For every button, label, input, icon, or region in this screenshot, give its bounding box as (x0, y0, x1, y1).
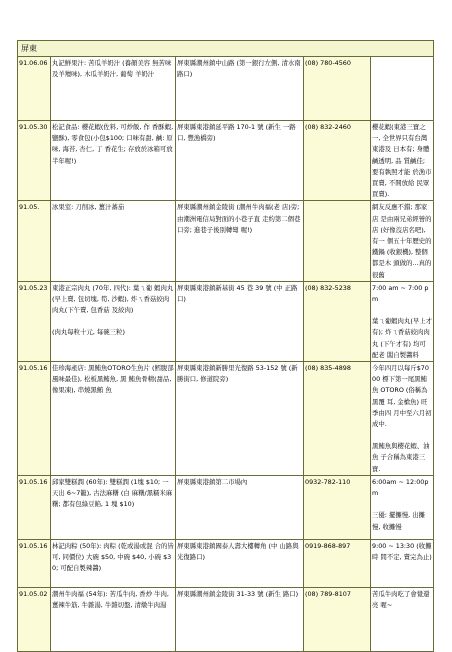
phone-cell: (08) 832-2460 (304, 121, 371, 201)
date-cell: 91.05.16 (18, 539, 51, 587)
date-cell: 91.05.02 (18, 587, 51, 651)
note-cell: 網友反應不錯; 那家店 是由兩兄弟經營的店 (好像沒店名吧), 有一 個五十年歷史的鐵鍋 (收銀機), 整個都是木 頭做的...真的很舊 (371, 201, 434, 281)
address-cell: 屏東縣潮州鎮中山路 (第一銀行左側, 清水南路口) (176, 57, 304, 121)
document-page (17, 40, 434, 652)
name-cell: 冰果室: 刀削冰, 薑汁蕃茄 (51, 201, 176, 281)
address-cell: 屏東縣東港鎮延平路 170-1 號 (新生 一路口, 豐漁橋旁) (176, 121, 304, 201)
date-cell: 91.06.06 (18, 57, 51, 121)
note-cell: 7:00 am ~ 7:00 pm 葉ㄟ葡蝦肉丸(早上才 有); 炸ㄟ香菇絞肉肉丸 (下午才有) 均可配老 闆自製醬料 (371, 281, 434, 361)
note-cell (371, 57, 434, 121)
phone-cell: (08) 780-4560 (304, 57, 371, 121)
date-cell: 91.05.30 (18, 121, 51, 201)
name-cell: 丸記鮮果汁: 苦瓜羊奶汁 (養顏美容 無苦味及羊羶味), 木瓜羊奶汁, 葡萄 羊奶汁 (51, 57, 176, 121)
address-cell: 屏東縣潮州鎮金陵街 31-33 號 (新生 路口) (176, 587, 304, 651)
name-cell-extra: (肉丸每粒十元, 每碗三粒) (52, 328, 125, 337)
table-row (18, 121, 434, 201)
name-cell: 邱家雙糕潤 (60年): 雙糕潤 (1塊 $10; 一天出 6~7籠), 古法麻糬 (白 麻糬/黑糯米麻糬; 都有包綠豆餡, 1 塊 $10) (51, 475, 176, 539)
address-cell: 屏東縣東港鎮新基街 45 巷 39 號 (中 正路口) (176, 281, 304, 361)
date-cell: 91.05.16 (18, 362, 51, 476)
table-row (18, 362, 434, 476)
phone-cell: 0932-782-110 (304, 475, 371, 539)
phone-cell (304, 201, 371, 281)
note-cell: 今年四月以每斤$7000 標下第一尾黑鮪魚 OTORO (俗稱為黑覆 耳, 金槍魚) 旺季由四 月中至六月初成中. 黑鮪魚與櫻花蝦、油魚 子合稱為東港三寶. (371, 362, 434, 476)
name-cell: 東港正宗肉丸 (70年, 四代): 葉ㄟ葡 蝦肉丸(早上賣, 包切塊, 筍, 沙蝦), 炸ㄟ香菇絞肉肉丸(下午賣, 包香菇 及絞肉) (肉丸每粒十元, 每碗三粒) (51, 281, 176, 361)
name-cell: 松記食品: 櫻花蝦(佐料, 可炒飯, 作 香酥蝦, 鹽酥), 零食包(小包$100; 口味有甜, 鹹: 原味, 海苔, 杏仁, 丁 香花生; 存放於冰箱可放半年喔!) (51, 121, 176, 201)
date-cell: 91.05.23 (18, 281, 51, 361)
name-cell: 潮州牛肉福 (54年): 苦瓜牛肉, 香炒 牛肉, 薑辣牛筋, 牛雜湯, 牛雜切盤, 清燉牛肉湯 (51, 587, 176, 651)
shop-table (17, 56, 434, 652)
table-row (18, 57, 434, 121)
address-cell: 屏東縣東港鎮新勝里光復路 53-152 號 (新勝街口, 修道院旁) (176, 362, 304, 476)
note-cell-extra: 三優: 擺攤慢, 出攤慢, 收攤慢 (372, 511, 425, 531)
note-cell: 9:00 ~ 13:30 (收攤時 間不定, 賣完為止) (371, 539, 434, 587)
note-cell-extra: 黑鮪魚與櫻花蝦、油魚 子合稱為東港三寶. (372, 442, 430, 473)
note-cell-extra: 葉ㄟ葡蝦肉丸(早上才 有); 炸ㄟ香菇絞肉肉丸 (下午才有) 均可配老 闆自製醬料 (372, 317, 433, 359)
note-cell: 6:00am ~ 12:00pm 三優: 擺攤慢, 出攤慢, 收攤慢 (371, 475, 434, 539)
date-cell: 91.05. (18, 201, 51, 281)
name-cell: 林記肉粽 (50年): 肉粽 (乾或湯或混 合的皆可, 同價位) 大碗 $50, 中碗 $40, 小碗 $30; 可配自製辣醬) (51, 539, 176, 587)
note-cell: 櫻花蝦(東港三寶之一, 全世界只有台灣東港及 日本有; 身體鹹透明, 品 質鹹佳; 要有執照才能 於漁市買賣, 不開放給 民眾買賣). (371, 121, 434, 201)
table-row (18, 281, 434, 361)
section-title: 屏東 (17, 40, 434, 56)
note-cell: 苦瓜牛肉吃了會覺還亮 喔~ (371, 587, 434, 651)
table-row (18, 539, 434, 587)
date-cell: 91.05.16 (18, 475, 51, 539)
phone-cell: 0919-868-897 (304, 539, 371, 587)
phone-cell: (08) 789-8107 (304, 587, 371, 651)
address-cell: 屏東縣東港鎮第二市場內 (176, 475, 304, 539)
phone-cell: (08) 832-5238 (304, 281, 371, 361)
table-row (18, 475, 434, 539)
name-cell: 佳珍海產店: 黑鮪魚OTORO生魚片 (鱈腹部風味最佳), 松板黑鮪魚, 黑 鮪魚骨精(甜品, 像果凍), 串燒黑鮪 魚 (51, 362, 176, 476)
table-row (18, 201, 434, 281)
address-cell: 屏東縣潮州鎮金陵街 (潮州牛肉福(老 店)旁; 由潮洲電信局對面的小巷子直 走約第二個巷口旁; 進巷子後別轉彎 喔!) (176, 201, 304, 281)
address-cell: 屏東縣東港鎮國泰人壽大樓轉角 (中 山路與光復路口) (176, 539, 304, 587)
table-row (18, 587, 434, 651)
phone-cell: (08) 835-4898 (304, 362, 371, 476)
